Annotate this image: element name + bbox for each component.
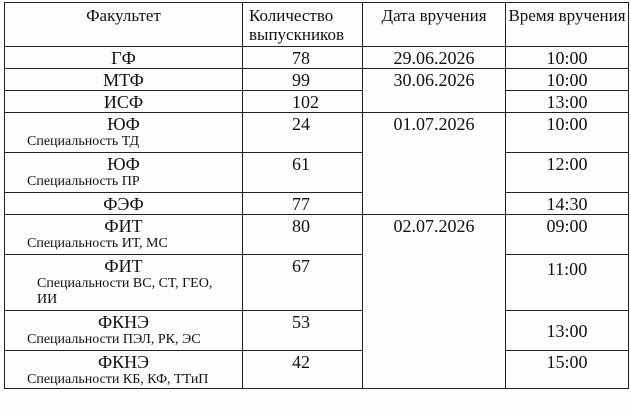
table-row xyxy=(5,311,629,351)
faculty-specialty: Специальность ИТ, МС xyxy=(27,236,168,251)
faculty-specialty: Специальности ВС, СТ, ГЕО, ИИ xyxy=(37,276,213,307)
time-cell xyxy=(506,255,629,311)
table-row xyxy=(5,255,629,311)
ceremony-date: 29.06.2026 xyxy=(393,48,475,68)
count-cell xyxy=(243,113,363,153)
count-cell xyxy=(243,311,363,351)
ceremony-time: 11:00 xyxy=(546,259,588,279)
faculty-name: ФЭФ xyxy=(103,194,144,214)
faculty-cell xyxy=(5,69,243,91)
header-count: Количество выпускников xyxy=(243,3,363,47)
count-cell xyxy=(243,91,363,113)
graduate-count: 61 xyxy=(292,154,310,174)
faculty-name: ФКНЭ xyxy=(97,312,150,332)
faculty-name: ЮФ xyxy=(107,154,140,174)
graduate-count: 24 xyxy=(292,114,310,134)
ceremony-time: 10:00 xyxy=(546,48,588,68)
graduate-count: 78 xyxy=(292,48,310,68)
graduate-count: 53 xyxy=(292,312,310,332)
faculty-name: ЮФ xyxy=(107,114,140,134)
ceremony-date: 02.07.2026 xyxy=(393,216,475,236)
faculty-name: ФИТ xyxy=(104,216,143,236)
table-row xyxy=(5,69,629,91)
ceremony-date: 30.06.2026 xyxy=(393,70,475,90)
graduation-schedule-table xyxy=(4,2,629,389)
count-cell xyxy=(243,255,363,311)
count-cell xyxy=(243,47,363,69)
faculty-cell xyxy=(5,153,243,193)
date-cell xyxy=(363,47,506,69)
faculty-specialty: Специальности ПЭЛ, РК, ЭС xyxy=(27,332,201,347)
table-row xyxy=(5,351,629,389)
table-row xyxy=(5,47,629,69)
header-time: Время вручения xyxy=(506,3,629,47)
time-cell xyxy=(506,153,629,193)
time-cell xyxy=(506,47,629,69)
count-cell xyxy=(243,69,363,91)
faculty-cell xyxy=(5,91,243,113)
faculty-specialty: Специальность ТД xyxy=(27,134,140,149)
graduate-count: 80 xyxy=(292,216,310,236)
time-cell xyxy=(506,193,629,215)
header-faculty: Факультет xyxy=(5,3,243,47)
ceremony-time: 10:00 xyxy=(546,114,588,134)
faculty-name: ГФ xyxy=(111,48,136,68)
faculty-name: МТФ xyxy=(103,70,144,90)
date-cell xyxy=(363,69,506,113)
ceremony-date: 01.07.2026 xyxy=(393,114,475,134)
ceremony-time: 13:00 xyxy=(546,321,588,341)
header-date: Дата вручения xyxy=(363,3,506,47)
faculty-specialty: Специальность ПР xyxy=(27,174,140,189)
ceremony-time: 14:30 xyxy=(546,194,588,214)
faculty-cell xyxy=(5,311,243,351)
date-cell xyxy=(363,215,506,389)
faculty-specialty: Специальности КБ, КФ, ТТиП xyxy=(27,372,209,387)
time-cell xyxy=(506,69,629,91)
ceremony-time: 12:00 xyxy=(546,154,588,174)
time-cell xyxy=(506,113,629,153)
count-cell xyxy=(243,153,363,193)
faculty-cell xyxy=(5,193,243,215)
faculty-cell xyxy=(5,113,243,153)
faculty-cell xyxy=(5,351,243,389)
time-cell xyxy=(506,215,629,255)
ceremony-time: 09:00 xyxy=(546,216,588,236)
faculty-cell xyxy=(5,47,243,69)
table-row xyxy=(5,193,629,215)
ceremony-time: 13:00 xyxy=(546,92,588,112)
ceremony-time: 10:00 xyxy=(546,70,588,90)
faculty-name: ИСФ xyxy=(103,92,144,112)
faculty-cell xyxy=(5,215,243,255)
graduate-count: 42 xyxy=(292,352,310,372)
count-cell xyxy=(243,193,363,215)
count-cell xyxy=(243,215,363,255)
time-cell xyxy=(506,351,629,389)
graduate-count: 77 xyxy=(292,194,310,214)
table-row xyxy=(5,215,629,255)
date-cell xyxy=(363,113,506,215)
table-row xyxy=(5,153,629,193)
header-row xyxy=(5,3,629,47)
table-row xyxy=(5,91,629,113)
time-cell xyxy=(506,311,629,351)
ceremony-time: 15:00 xyxy=(546,352,588,372)
graduate-count: 102 xyxy=(292,92,319,112)
time-cell xyxy=(506,91,629,113)
faculty-name: ФКНЭ xyxy=(97,352,150,372)
count-cell xyxy=(243,351,363,389)
graduate-count: 67 xyxy=(292,256,310,276)
faculty-name: ФИТ xyxy=(104,256,143,276)
graduate-count: 99 xyxy=(292,70,310,90)
faculty-cell xyxy=(5,255,243,311)
table-row xyxy=(5,113,629,153)
